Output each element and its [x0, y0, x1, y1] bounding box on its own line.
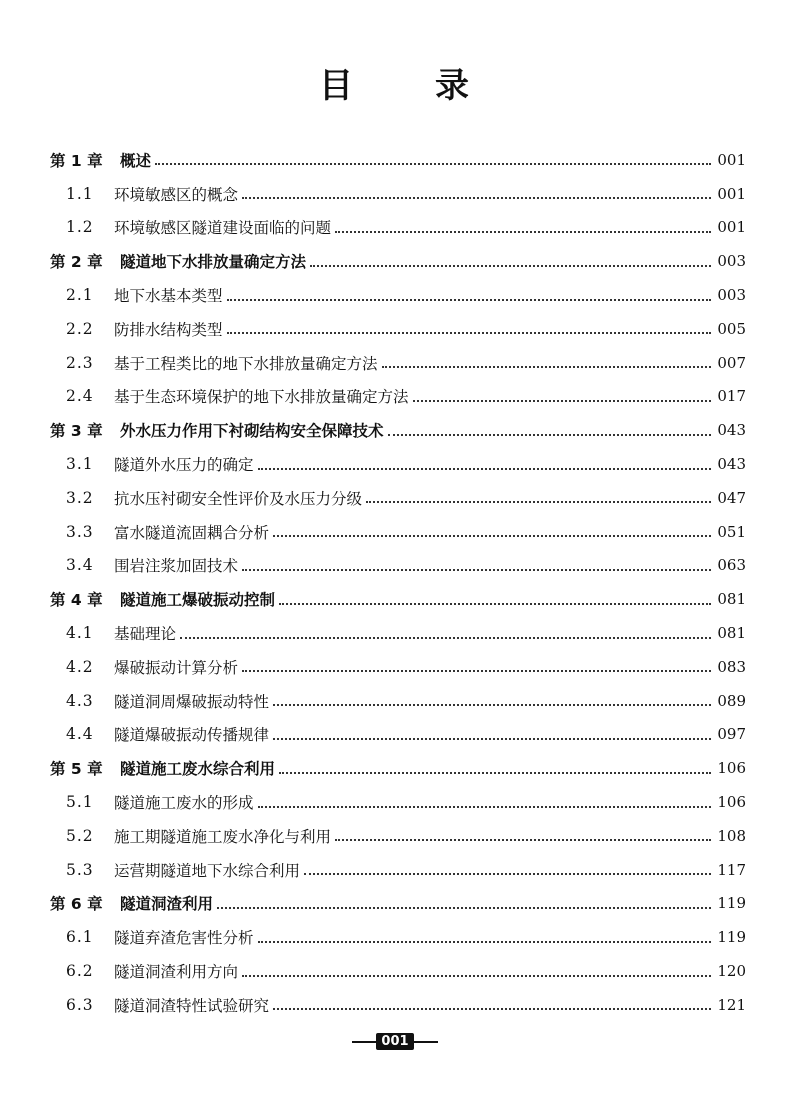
toc-entry-title: 隧道地下水排放量确定方法 [120, 253, 307, 272]
toc-section-entry[interactable] [0, 616, 790, 650]
toc-entry-number: 1.2 [66, 218, 94, 237]
toc-entry-number: 1.1 [66, 184, 94, 203]
toc-entry-number: 4.3 [66, 691, 94, 710]
toc-entry-title: 基础理论 [114, 625, 177, 644]
toc-entry-page: 017 [717, 387, 746, 406]
toc-entry-page: 120 [717, 962, 746, 981]
toc-section-entry[interactable] [0, 650, 790, 684]
toc-title [0, 58, 790, 107]
footer-rule-right [414, 1041, 438, 1043]
table-of-contents [0, 143, 790, 1022]
toc-section-entry[interactable] [0, 380, 790, 414]
toc-leader-dots [227, 298, 712, 301]
toc-section-entry[interactable] [0, 211, 790, 245]
toc-leader-dots [258, 805, 712, 808]
toc-entry-number: 2.3 [66, 353, 94, 372]
toc-leader-dots [335, 230, 711, 233]
toc-leader-dots [242, 974, 711, 977]
toc-chapter-entry[interactable] [0, 751, 790, 785]
toc-leader-dots [273, 1007, 711, 1010]
toc-entry-title: 环境敏感区的概念 [114, 185, 239, 204]
toc-leader-dots [273, 737, 711, 740]
toc-entry-page: 089 [717, 691, 746, 710]
toc-leader-dots [180, 636, 711, 639]
toc-leader-dots [258, 940, 712, 943]
toc-entry-page: 083 [717, 657, 746, 676]
toc-entry-number: 5.2 [66, 826, 94, 845]
toc-entry-number: 6.1 [66, 928, 94, 947]
toc-leader-dots [279, 602, 711, 605]
toc-section-entry[interactable] [0, 718, 790, 752]
toc-leader-dots [242, 568, 711, 571]
toc-entry-title: 隧道洞周爆破振动特性 [114, 692, 270, 711]
toc-leader-dots [155, 162, 711, 165]
toc-entry-title: 爆破振动计算分析 [114, 658, 239, 677]
toc-entry-page: 081 [717, 590, 746, 609]
toc-section-entry[interactable] [0, 920, 790, 954]
toc-section-entry[interactable] [0, 853, 790, 887]
toc-leader-dots [242, 196, 711, 199]
toc-leader-dots [382, 365, 712, 368]
toc-section-entry[interactable] [0, 346, 790, 380]
toc-entry-title: 基于工程类比的地下水排放量确定方法 [114, 354, 378, 373]
toc-entry-title: 隧道洞渣特性试验研究 [114, 996, 270, 1015]
toc-entry-title: 运营期隧道地下水综合利用 [114, 861, 301, 880]
toc-entry-title: 施工期隧道施工废水净化与利用 [114, 827, 332, 846]
toc-entry-title: 隧道洞渣利用方向 [114, 963, 239, 982]
toc-entry-title: 围岩注浆加固技术 [114, 557, 239, 576]
toc-entry-page: 106 [717, 793, 746, 812]
toc-entry-page: 003 [717, 252, 746, 271]
toc-leader-dots [366, 500, 711, 503]
toc-entry-title: 隧道施工废水的形成 [114, 794, 254, 813]
toc-entry-page: 043 [717, 455, 746, 474]
toc-entry-page: 051 [717, 522, 746, 541]
toc-entry-page: 119 [717, 894, 746, 913]
toc-leader-dots [304, 872, 711, 875]
toc-leader-dots [242, 669, 711, 672]
toc-section-entry[interactable] [0, 684, 790, 718]
toc-chapter-entry[interactable] [0, 887, 790, 921]
toc-entry-number: 3.2 [66, 488, 94, 507]
toc-entry-number: 3.3 [66, 522, 94, 541]
toc-entry-title: 概述 [120, 151, 152, 170]
toc-entry-page: 001 [717, 150, 746, 169]
toc-entry-number: 2.1 [66, 286, 94, 305]
toc-title-char-1: 目 [319, 66, 355, 106]
toc-entry-title: 外水压力作用下衬砌结构安全保障技术 [120, 422, 384, 441]
toc-entry-page: 106 [717, 759, 746, 778]
toc-section-entry[interactable] [0, 312, 790, 346]
toc-section-entry[interactable] [0, 819, 790, 853]
toc-chapter-entry[interactable] [0, 413, 790, 447]
toc-entry-page: 081 [717, 624, 746, 643]
toc-entry-title: 隧道弃渣危害性分析 [114, 929, 254, 948]
toc-entry-title: 富水隧道流固耦合分析 [114, 523, 270, 542]
footer-rule-left [352, 1041, 376, 1043]
toc-entry-number: 第 2 章 [50, 253, 103, 272]
toc-section-entry[interactable] [0, 785, 790, 819]
toc-entry-number: 第 4 章 [50, 591, 103, 610]
toc-entry-number: 4.2 [66, 657, 94, 676]
toc-leader-dots [335, 838, 711, 841]
toc-entry-number: 第 5 章 [50, 760, 103, 779]
toc-entry-number: 5.1 [66, 793, 94, 812]
toc-section-entry[interactable] [0, 954, 790, 988]
toc-title-char-2: 录 [435, 66, 471, 106]
toc-entry-page: 108 [717, 826, 746, 845]
toc-entry-number: 4.1 [66, 624, 94, 643]
toc-leader-dots [413, 399, 712, 402]
toc-entry-page: 121 [717, 995, 746, 1014]
toc-entry-page: 119 [717, 928, 746, 947]
toc-entry-number: 4.4 [66, 725, 94, 744]
toc-entry-number: 2.2 [66, 319, 94, 338]
toc-entry-title: 隧道施工废水综合利用 [120, 760, 276, 779]
toc-leader-dots [273, 703, 711, 706]
toc-entry-page: 005 [717, 319, 746, 338]
toc-chapter-entry[interactable] [0, 244, 790, 278]
toc-section-entry[interactable] [0, 988, 790, 1022]
toc-entry-number: 6.2 [66, 962, 94, 981]
toc-entry-number: 6.3 [66, 995, 94, 1014]
toc-entry-title: 地下水基本类型 [114, 287, 223, 306]
toc-entry-title: 防排水结构类型 [114, 320, 223, 339]
toc-section-entry[interactable] [0, 481, 790, 515]
toc-leader-dots [279, 771, 711, 774]
toc-entry-page: 003 [717, 286, 746, 305]
toc-entry-title: 隧道洞渣利用 [120, 895, 214, 914]
toc-section-entry[interactable] [0, 278, 790, 312]
toc-entry-number: 5.3 [66, 860, 94, 879]
page-footer [0, 1033, 790, 1050]
toc-chapter-entry[interactable] [0, 582, 790, 616]
toc-leader-dots [217, 906, 711, 909]
toc-entry-title: 隧道爆破振动传播规律 [114, 726, 270, 745]
toc-entry-number: 3.1 [66, 455, 94, 474]
toc-entry-page: 117 [717, 860, 746, 879]
toc-entry-number: 2.4 [66, 387, 94, 406]
toc-entry-page: 097 [717, 725, 746, 744]
toc-entry-page: 001 [717, 218, 746, 237]
toc-entry-page: 063 [717, 556, 746, 575]
toc-leader-dots [388, 433, 712, 436]
toc-section-entry[interactable] [0, 515, 790, 549]
toc-section-entry[interactable] [0, 447, 790, 481]
toc-entry-page: 047 [717, 488, 746, 507]
toc-entry-number: 第 3 章 [50, 422, 103, 441]
toc-entry-title: 抗水压衬砌安全性评价及水压力分级 [114, 489, 363, 508]
toc-chapter-entry[interactable] [0, 143, 790, 177]
toc-entry-title: 基于生态环境保护的地下水排放量确定方法 [114, 388, 409, 407]
toc-section-entry[interactable] [0, 549, 790, 583]
toc-entry-title: 隧道外水压力的确定 [114, 456, 254, 475]
toc-leader-dots [273, 534, 711, 537]
footer-page-number: 001 [376, 1033, 413, 1050]
toc-entry-title: 隧道施工爆破振动控制 [120, 591, 276, 610]
toc-leader-dots [310, 264, 711, 267]
toc-entry-number: 3.4 [66, 556, 94, 575]
toc-entry-title: 环境敏感区隧道建设面临的问题 [114, 219, 332, 238]
toc-leader-dots [227, 331, 712, 334]
toc-leader-dots [258, 467, 712, 470]
toc-entry-number: 第 6 章 [50, 895, 103, 914]
toc-entry-number: 第 1 章 [50, 151, 103, 170]
toc-entry-page: 007 [717, 353, 746, 372]
toc-entry-page: 001 [717, 184, 746, 203]
toc-section-entry[interactable] [0, 177, 790, 211]
toc-entry-page: 043 [717, 421, 746, 440]
